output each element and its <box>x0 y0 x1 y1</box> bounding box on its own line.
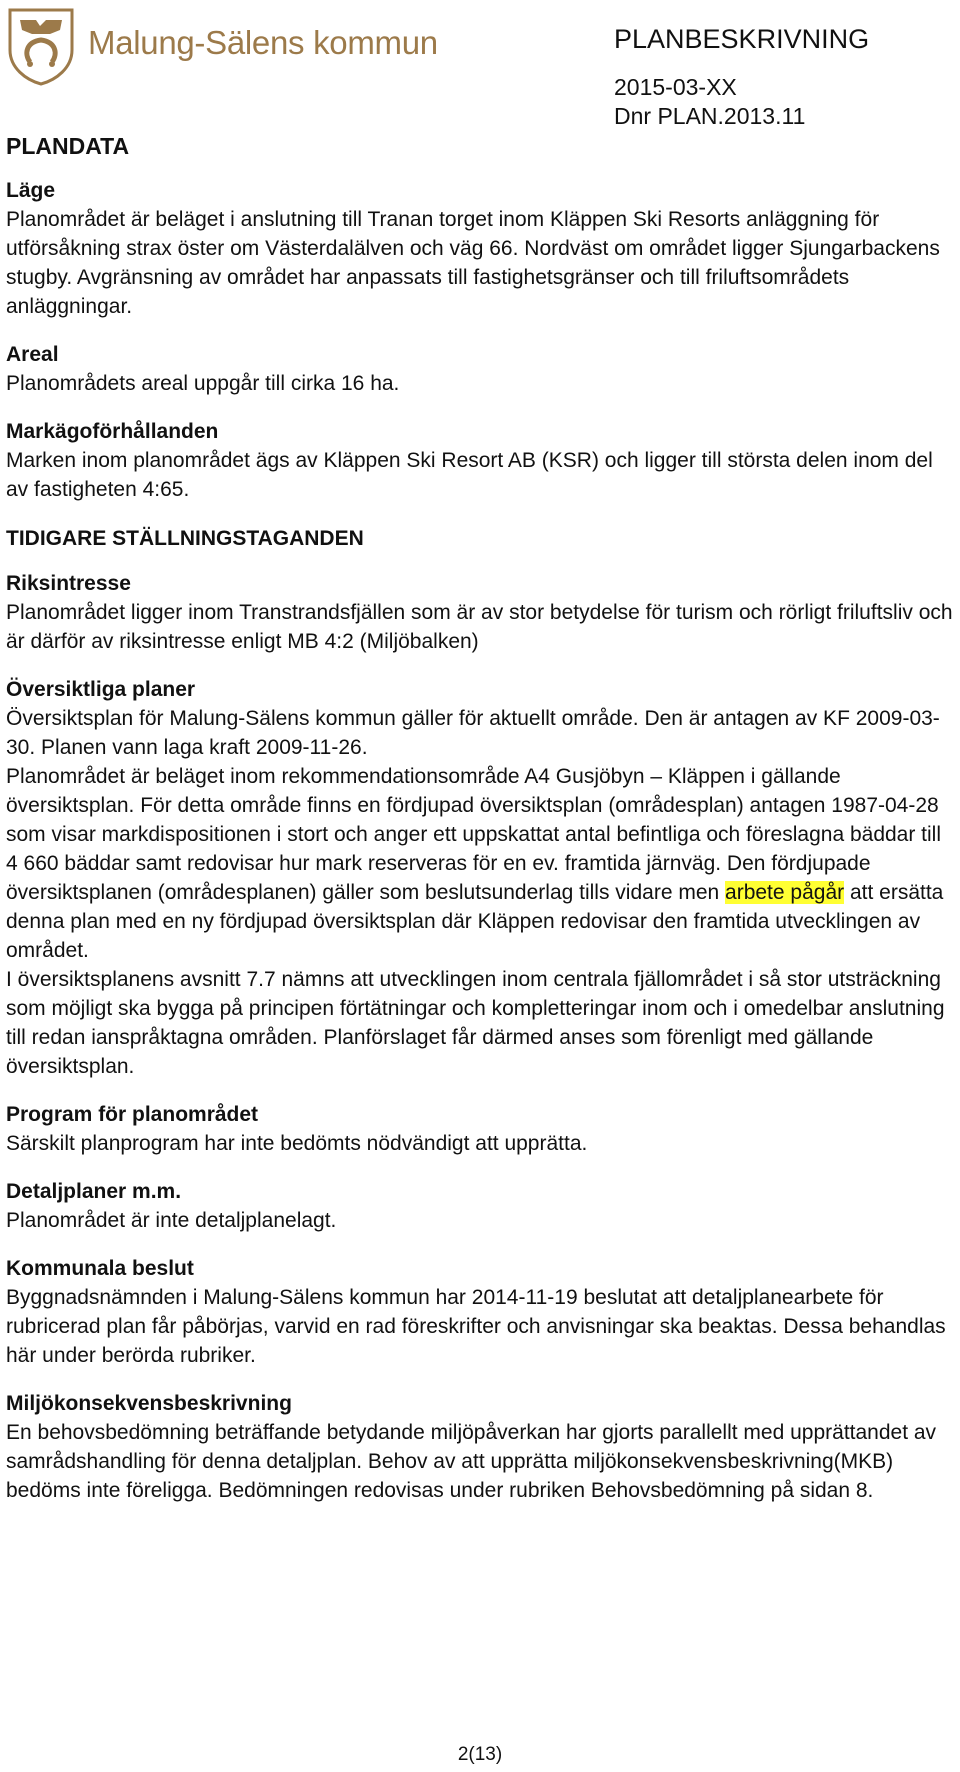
paragraph-areal: Planområdets areal uppgår till cirka 16 ha. <box>6 372 400 395</box>
paragraph-rekommendationsomrade <box>6 762 954 965</box>
heading-areal: Areal <box>6 343 59 366</box>
heading-program: Program för planområdet <box>6 1103 259 1126</box>
section-title-plandata: PLANDATA <box>6 133 130 159</box>
heading-kommunala-beslut: Kommunala beslut <box>6 1257 194 1280</box>
document-reference-number: Dnr PLAN.2013.11 <box>614 103 806 129</box>
heading-riksintresse: Riksintresse <box>6 572 131 595</box>
document-date: 2015-03-XX <box>614 74 737 100</box>
section-title-tidigare: TIDIGARE STÄLLNINGSTAGANDEN <box>6 527 364 550</box>
heading-detaljplaner: Detaljplaner m.m. <box>6 1180 182 1203</box>
text-segment: att ersätta denna plan med en ny fördjupad översiktsplan där Kläppen redovisar den framtida utvecklingen av området. <box>6 881 944 962</box>
heading-oversiktliga-planer: Översiktliga planer <box>6 678 196 701</box>
heading-miljokonsekvensbeskrivning: Miljökonsekvensbeskrivning <box>6 1392 292 1415</box>
paragraph-avsnitt-7-7: I översiktsplanens avsnitt 7.7 nämns att utvecklingen inom centrala fjällområdet i så stor utsträckning som möjligt ska bygga på principen förtätningar och kompletteringar inom och i omedelbar anslutning till redan ianspråktagna områden. Planförslaget får därmed anses som förenligt med gällande översiktsplan. <box>6 968 945 1078</box>
paragraph-markagoforhallanden: Marken inom planområdet ägs av Kläppen Ski Resort AB (KSR) och ligger till största delen inom del av fastigheten 4:65. <box>6 449 933 501</box>
text-segment: Planområdet är beläget inom rekommendationsområde A4 Gusjöbyn – Kläppen i gällande översiktsplan. För detta område finns en fördjupad översiktsplan (områdesplan) antagen 1987-04-28 som visar markdispositionen i stort och anger ett uppskattat antal befintliga och föreslagna bäddar till 4 660 bäddar samt redovisar hur mark reserveras för en ev. framtida järnväg. Den fördjupade översiktsplanen (områdesplanen) gäller som beslutsunderlag tills vidare men <box>6 765 942 904</box>
heading-markagoforhallanden: Markägoförhållanden <box>6 420 219 443</box>
coat-of-arms-icon <box>6 6 76 86</box>
paragraph-detaljplaner: Planområdet är inte detaljplanelagt. <box>6 1209 337 1232</box>
paragraph-program: Särskilt planprogram har inte bedömts nödvändigt att upprätta. <box>6 1132 588 1155</box>
document-body <box>6 131 954 1505</box>
paragraph-riksintresse: Planområdet ligger inom Transtrandsfjällen som är av stor betydelse för turism och rörligt friluftsliv och är därför av riksintresse enligt MB 4:2 (Miljöbalken) <box>6 601 953 653</box>
paragraph-lage: Planområdet är beläget i anslutning till Tranan torget inom Kläppen Ski Resorts anläggning för utförsåkning strax öster om Västerdalälven och väg 66. Nordväst om området ligger Sjungarbackens stugby. Avgränsning av området har anpassats till fastighetsgränser och till friluftsområdets anläggningar. <box>6 208 940 318</box>
paragraph-oversiktsplan: Översiktsplan för Malung-Sälens kommun gäller för aktuellt område. Den är antagen av KF 2009-03-30. Planen vann laga kraft 2009-11-26. <box>6 707 940 759</box>
paragraph-kommunala-beslut: Byggnadsnämnden i Malung-Sälens kommun har 2014-11-19 beslutat att detaljplanearbete för rubricerad plan får påbörjas, varvid en rad föreskrifter och anvisningar ska beaktas. Dessa behandlas här under berörda rubriker. <box>6 1286 946 1367</box>
organization-name: Malung-Sälens kommun <box>88 24 438 61</box>
paragraph-miljokonsekvensbeskrivning: En behovsbedömning beträffande betydande miljöpåverkan har gjorts parallellt med upprättandet av samrådshandling för denna detaljplan. Behov av att upprätta miljökonsekvensbeskrivning(MKB) bedöms inte föreligga. Bedömningen redovisas under rubriken Behovsbedömning på sidan 8. <box>6 1421 937 1502</box>
document-type: PLANBESKRIVNING <box>614 24 870 54</box>
highlighted-text: arbete pågår <box>725 881 845 904</box>
municipality-logo <box>6 6 446 88</box>
page-number: 2(13) <box>457 1744 503 1765</box>
heading-lage: Läge <box>6 179 56 202</box>
